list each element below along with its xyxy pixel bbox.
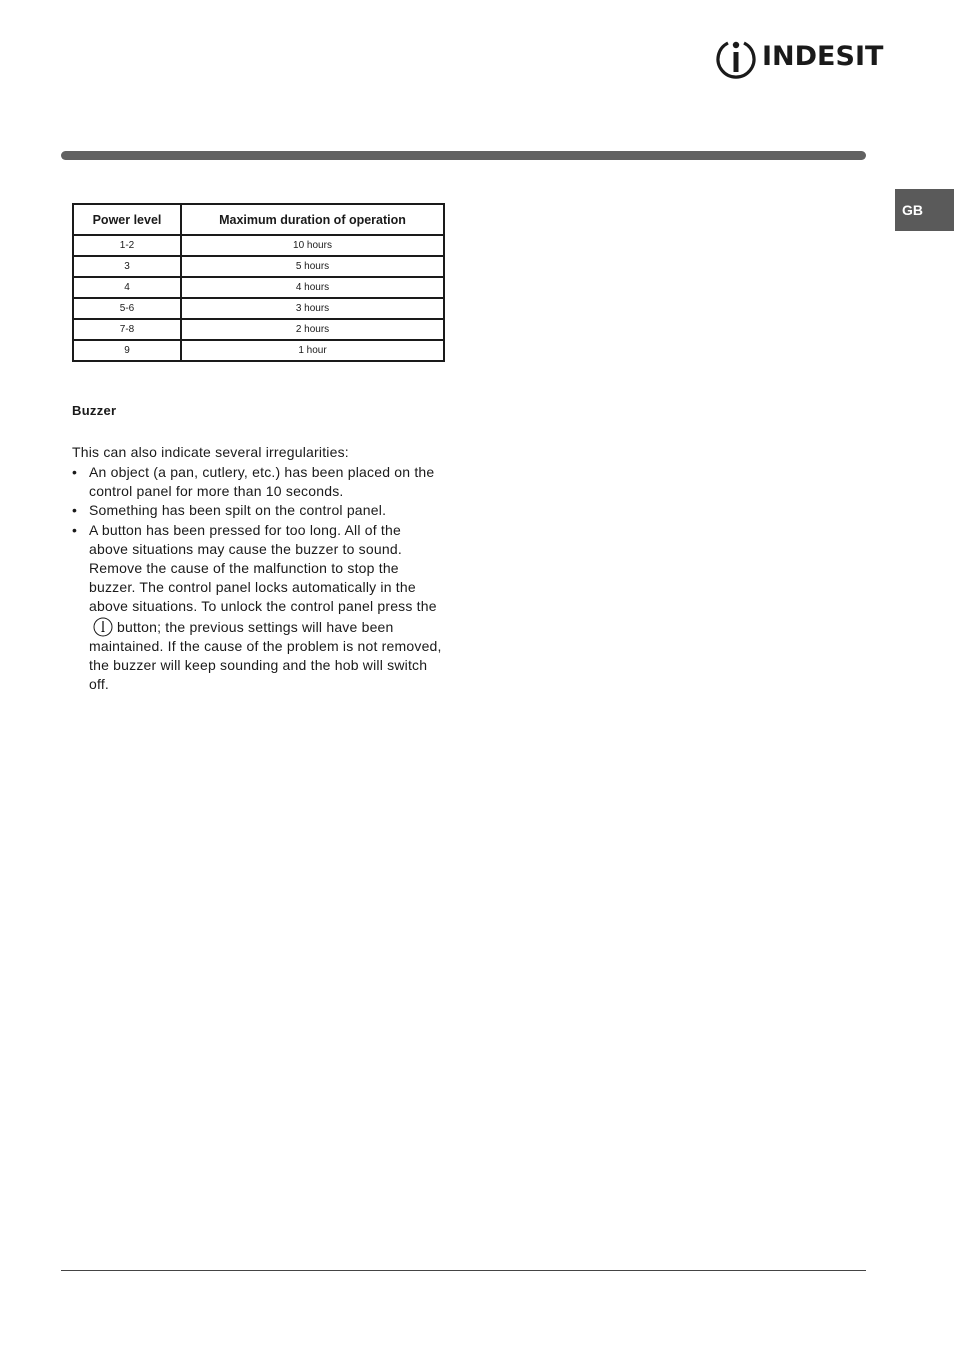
bullet-text-before-icon: A button has been pressed for too long. All of the above situations may cause the buzzer to sound. Remove the cause of the malfunction to stop the buzzer. The control panel locks automatically in the above situations. To unlock the control panel press the	[89, 521, 437, 615]
buzzer-heading: Buzzer	[72, 403, 117, 418]
duration-cell: 1 hour	[181, 340, 444, 361]
header-bar	[61, 151, 866, 160]
power-level-cell: 9	[73, 340, 181, 361]
duration-cell: 4 hours	[181, 277, 444, 298]
power-level-cell: 3	[73, 256, 181, 277]
duration-table	[72, 203, 445, 362]
table-row	[73, 235, 444, 256]
indesit-logo	[714, 37, 884, 81]
list-item	[72, 521, 442, 695]
table-row	[73, 319, 444, 340]
column-header-power-level: Power level	[73, 204, 181, 235]
duration-cell: 2 hours	[181, 319, 444, 340]
table-row	[73, 277, 444, 298]
language-tab: GB	[895, 189, 954, 231]
table-row	[73, 340, 444, 361]
table-header-row	[73, 204, 444, 235]
duration-cell: 10 hours	[181, 235, 444, 256]
list-item: • Something has been spilt on the control panel.	[72, 501, 442, 520]
bullet-text-after-icon: button; the previous settings will have been maintained. If the cause of the problem is not removed, the buzzer will keep sounding and the hob will switch off.	[89, 618, 442, 693]
power-button-icon	[93, 617, 113, 637]
buzzer-intro: This can also indicate several irregularities:	[72, 444, 349, 460]
indesit-logo-icon	[714, 37, 758, 81]
power-level-cell: 5-6	[73, 298, 181, 319]
irregularities-list	[72, 463, 442, 694]
brand-name: INDESIT	[762, 41, 884, 72]
power-level-cell: 1-2	[73, 235, 181, 256]
power-level-cell: 4	[73, 277, 181, 298]
table-row	[73, 298, 444, 319]
duration-cell: 3 hours	[181, 298, 444, 319]
table-row	[73, 256, 444, 277]
list-item: • An object (a pan, cutlery, etc.) has been placed on the control panel for more than 10 seconds.	[72, 463, 442, 501]
power-level-cell: 7-8	[73, 319, 181, 340]
footer-rule	[61, 1270, 866, 1271]
duration-cell: 5 hours	[181, 256, 444, 277]
column-header-max-duration: Maximum duration of operation	[181, 204, 444, 235]
